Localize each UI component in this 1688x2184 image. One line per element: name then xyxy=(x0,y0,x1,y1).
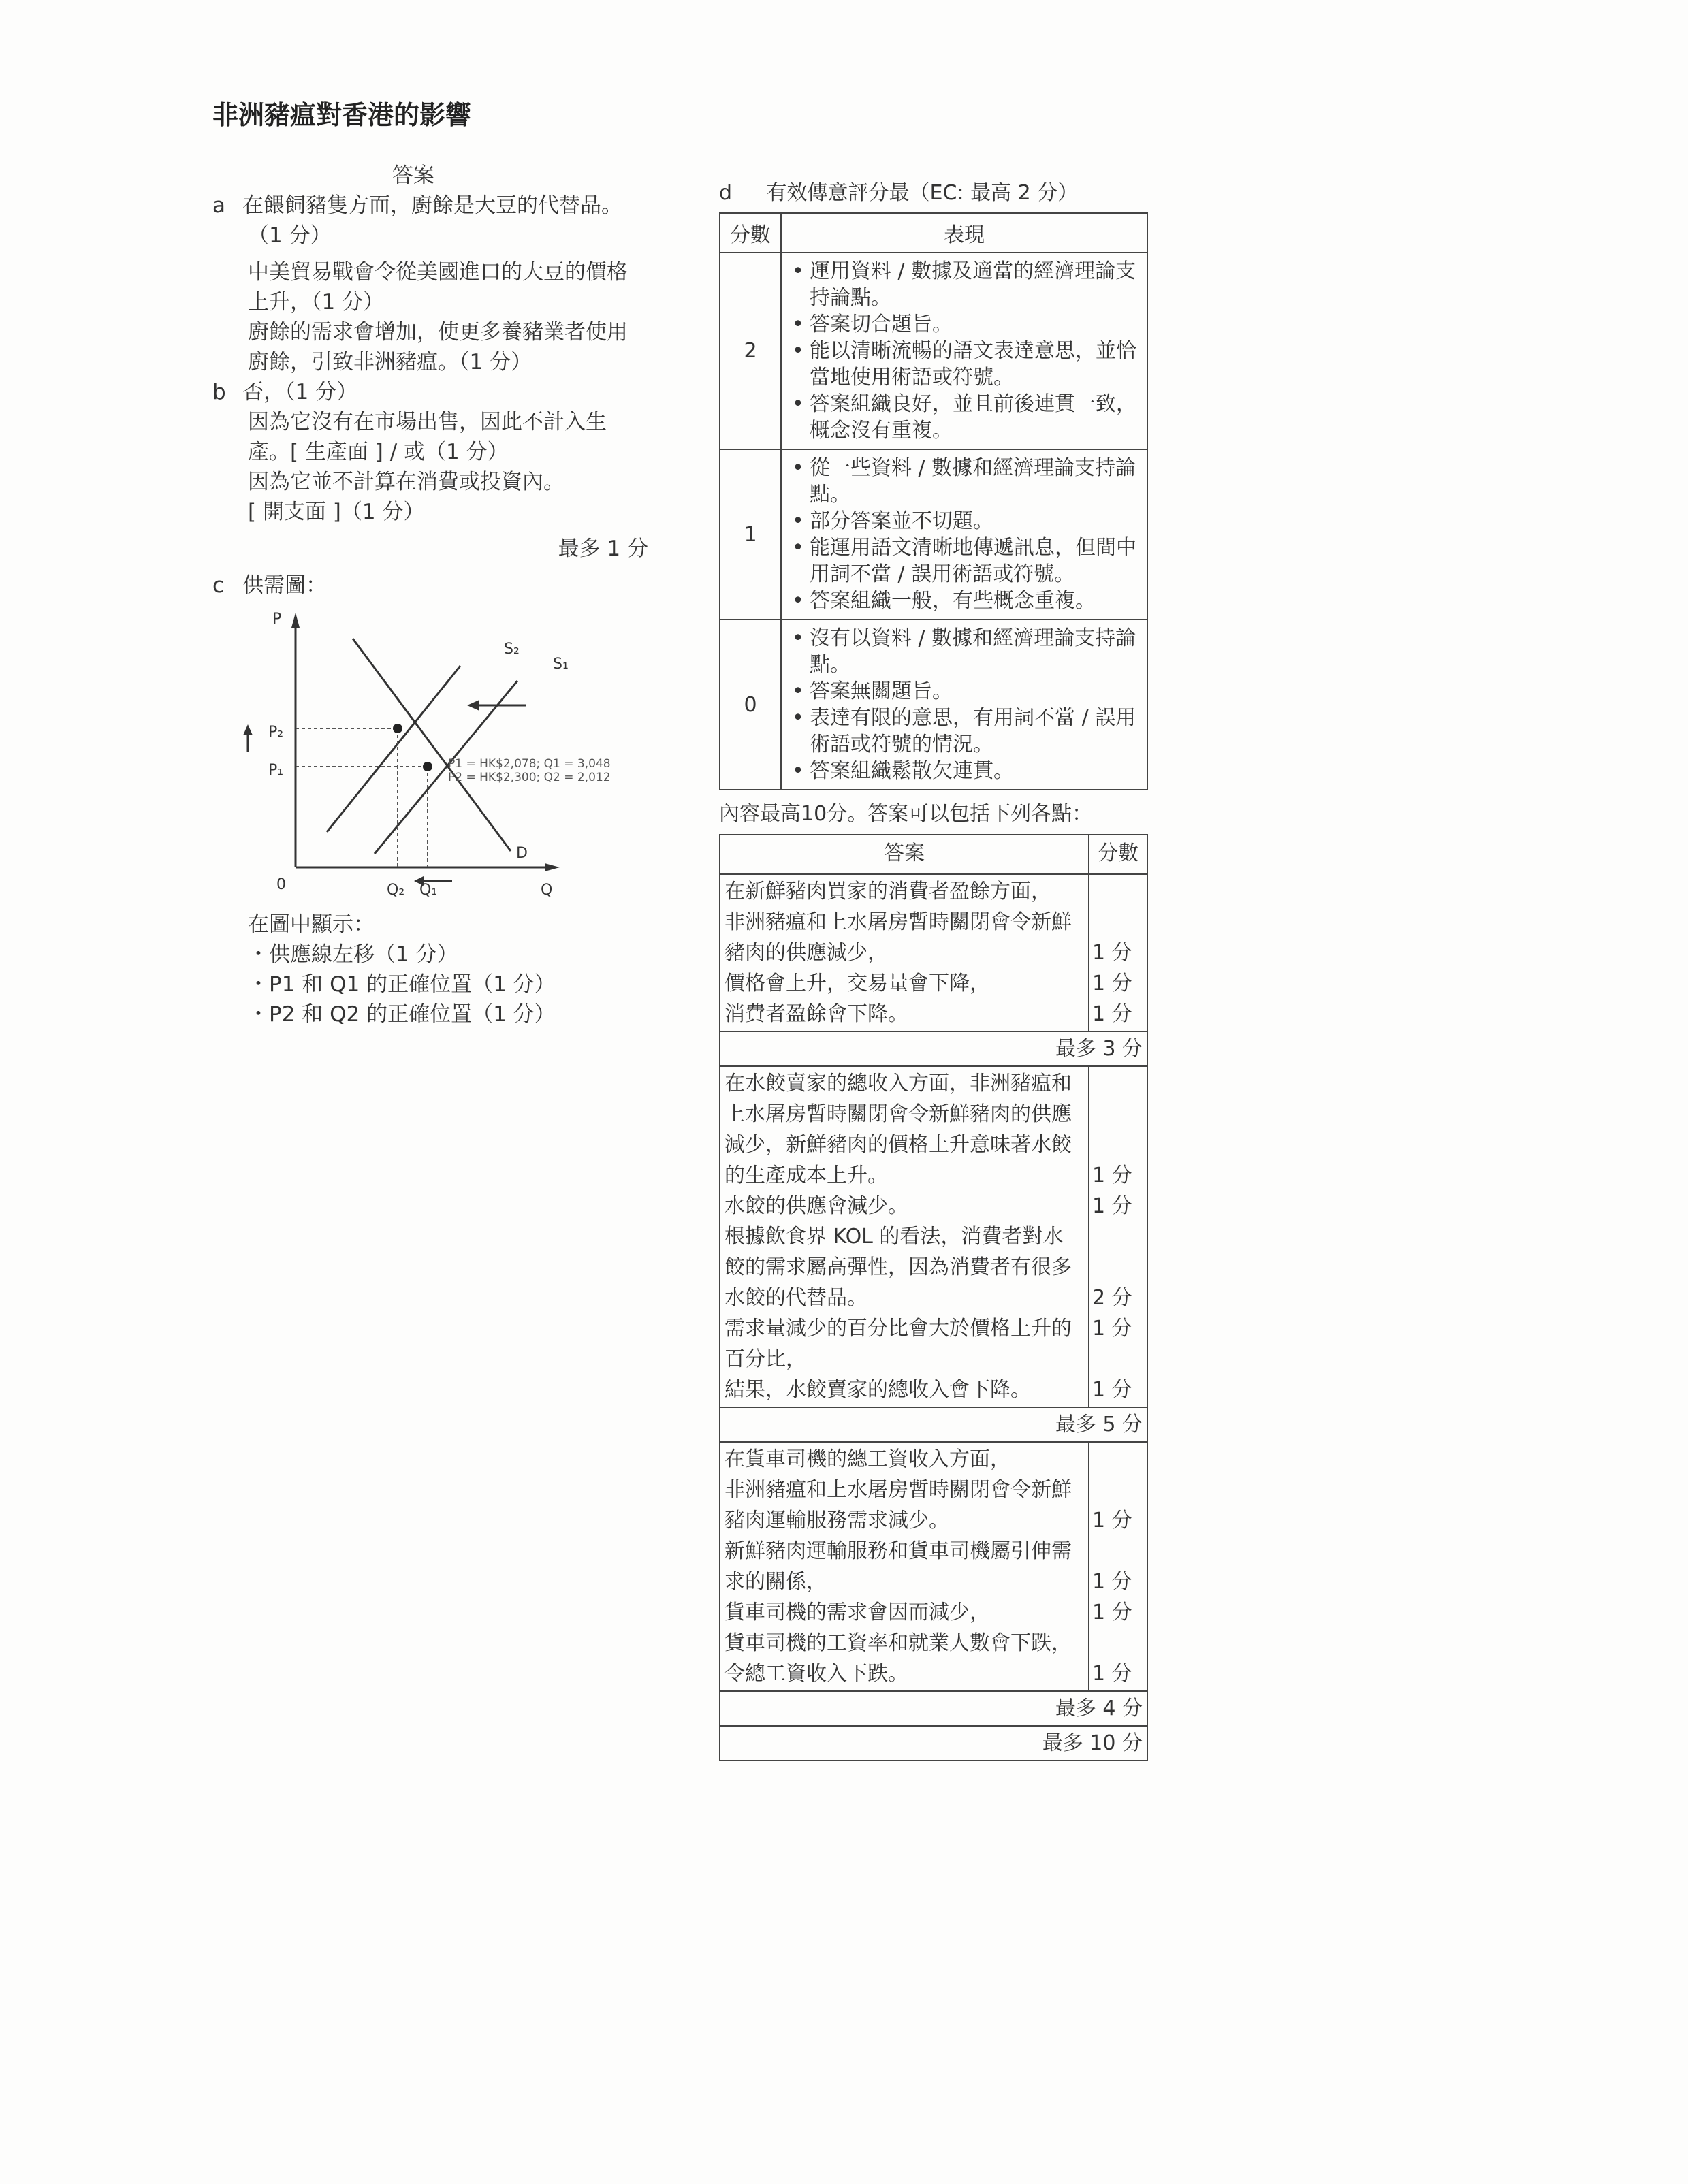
section-marks xyxy=(1089,1066,1147,1407)
answer-line: 求的關係， xyxy=(724,1570,827,1594)
origin-label: 0 xyxy=(276,876,286,893)
graph-note-2: P2 = HK$2,300; Q2 = 2,012 xyxy=(448,771,611,784)
section-marks xyxy=(1089,1442,1147,1691)
mark-value: 1 分 xyxy=(1092,1509,1132,1532)
part-c xyxy=(212,571,648,600)
answer-heading: 答案 xyxy=(392,163,434,188)
part-c-label: c xyxy=(212,573,225,598)
ec-item: • 能以清晰流暢的語文表達意思，並恰當地使用術語或符號。 xyxy=(792,338,1141,391)
page-title: 非洲豬瘟對香港的影響 xyxy=(212,100,472,130)
shown-point: ・P1 和 Q1 的正確位置（1 分） xyxy=(248,972,556,997)
answer-line: 需求量減少的百分比會大於價格上升的 xyxy=(724,1317,1072,1340)
mark-value xyxy=(1092,1221,1144,1252)
answer-line: 非洲豬瘟和上水屠房暫時關閉會令新鮮 xyxy=(724,910,1072,934)
section-max: 最多 5 分 xyxy=(720,1407,1147,1442)
equilibrium-point-2 xyxy=(393,724,402,733)
ec-score: 1 xyxy=(720,449,781,620)
ec-item: • 答案組織一般，有些概念重複。 xyxy=(792,588,1141,614)
section-answer xyxy=(720,1442,1089,1691)
part-d-heading: 有效傳意評分最（EC: 最高 2 分） xyxy=(766,181,1079,205)
answer-line: 上水屠房暫時關閉會令新鮮豬肉的供應 xyxy=(724,1102,1072,1126)
ec-rubric-table xyxy=(719,212,1148,790)
mark-value xyxy=(1092,876,1144,907)
section-answer xyxy=(720,1066,1089,1407)
s1-label: S₁ xyxy=(553,656,569,673)
mark-value xyxy=(1092,1444,1144,1475)
content-section-row xyxy=(720,1066,1147,1407)
part-a-line: 在餵飼豬隻方面，廚餘是大豆的代替品。 xyxy=(242,193,622,218)
section-max: 最多 3 分 xyxy=(720,1031,1147,1066)
content-header-row xyxy=(720,835,1147,874)
mark-value xyxy=(1092,1068,1144,1099)
ec-row xyxy=(720,449,1147,620)
shown-point: ・供應線左移（1 分） xyxy=(248,942,458,967)
content-marking-table xyxy=(719,834,1148,1761)
ec-item: • 部分答案並不切題。 xyxy=(792,508,1141,534)
mark-value xyxy=(1092,1628,1144,1658)
ec-item: • 答案無關題旨。 xyxy=(792,678,1141,705)
part-c-heading: 供需圖： xyxy=(242,573,327,598)
ec-item: • 沒有以資料 / 數據和經濟理論支持論點。 xyxy=(792,625,1141,678)
answer-line: 水餃的代替品。 xyxy=(724,1286,867,1310)
right-column xyxy=(719,178,1148,1761)
part-b-line: 因為它沒有在市場出售，因此不計入生 xyxy=(248,410,607,434)
mark-value xyxy=(1092,1252,1144,1283)
mark-value: 1 分 xyxy=(1092,971,1132,995)
q2-label: Q₂ xyxy=(387,882,405,899)
ec-col-score: 分數 xyxy=(720,213,781,253)
shift-arrowhead xyxy=(467,700,479,711)
answer-line: 豬肉運輸服務需求減少。 xyxy=(724,1509,949,1532)
content-heading: 內容最高10分。答案可以包括下列各點： xyxy=(719,802,1093,826)
section-max-row xyxy=(720,1407,1147,1442)
answer-line: 價格會上升，交易量會下降， xyxy=(724,971,990,995)
graph-note-1: P1 = HK$2,078; Q1 = 3,048 xyxy=(448,757,611,771)
part-a-line: 上升，（1 分） xyxy=(248,290,385,315)
answer-line: 減少，新鮮豬肉的價格上升意味著水餃 xyxy=(724,1133,1072,1157)
answer-line: 百分比， xyxy=(724,1347,806,1371)
part-b-max: 最多 1 分 xyxy=(558,536,648,561)
ec-item: • 從一些資料 / 數據和經濟理論支持論點。 xyxy=(792,455,1141,508)
mark-value xyxy=(1092,1475,1144,1505)
answer-line: 貨車司機的工資率和就業人數會下跌， xyxy=(724,1631,1072,1655)
mark-value xyxy=(1092,1344,1144,1375)
equilibrium-point-1 xyxy=(423,762,432,771)
mark-value xyxy=(1092,1536,1144,1567)
s2-label: S₂ xyxy=(504,641,520,658)
mark-value: 1 分 xyxy=(1092,1163,1132,1187)
mark-value: 1 分 xyxy=(1092,1378,1132,1402)
answer-line: 貨車司機的需求會因而減少， xyxy=(724,1601,990,1624)
part-b-label: b xyxy=(212,380,226,404)
left-column xyxy=(212,161,648,1029)
mark-value: 1 分 xyxy=(1092,941,1132,965)
mark-value xyxy=(1092,907,1144,937)
answer-line: 豬肉的供應減少， xyxy=(724,941,888,965)
d-label: D xyxy=(516,845,528,862)
ec-item: • 答案切合題旨。 xyxy=(792,311,1141,338)
content-col-marks: 分數 xyxy=(1089,835,1147,874)
answer-line: 令總工資收入下跌。 xyxy=(724,1662,908,1686)
section-max-row xyxy=(720,1031,1147,1066)
answer-line: 在新鮮豬肉買家的消費者盈餘方面， xyxy=(724,880,1051,903)
ec-item: • 表達有限的意思，有用詞不當 / 誤用術語或符號的情況。 xyxy=(792,705,1141,758)
ec-item: • 答案組織良好，並且前後連貫一致，概念沒有重複。 xyxy=(792,391,1141,444)
mark-value: 1 分 xyxy=(1092,1317,1132,1340)
mark-value: 1 分 xyxy=(1092,1570,1132,1594)
part-a-line: 廚餘的需求會增加，使更多養豬業者使用 xyxy=(248,320,628,344)
part-b xyxy=(212,377,648,407)
section-max: 最多 4 分 xyxy=(720,1691,1147,1726)
answer-line: 根據飲食界 KOL 的看法，消費者對水 xyxy=(724,1225,1064,1249)
part-a-line: 廚餘，引致非洲豬瘟。（1 分） xyxy=(248,350,532,374)
graph-svg xyxy=(251,600,659,900)
total-max: 最多 10 分 xyxy=(720,1726,1147,1761)
ec-performance xyxy=(781,253,1147,449)
part-a-line: 中美貿易戰會令從美國進口的大豆的價格 xyxy=(248,260,628,285)
p1-label: P₁ xyxy=(268,762,284,779)
part-b-line: 產。[ 生產面 ] / 或（1 分） xyxy=(248,440,509,464)
answer-line: 在貨車司機的總工資收入方面， xyxy=(724,1447,1010,1471)
mark-value: 1 分 xyxy=(1092,1601,1132,1624)
up-arrowhead xyxy=(243,724,253,735)
ec-row xyxy=(720,253,1147,449)
answer-line: 結果，水餃賣家的總收入會下降。 xyxy=(724,1378,1031,1402)
part-a-label: a xyxy=(212,193,225,218)
supply-demand-graph xyxy=(251,600,659,900)
answer-line: 的生產成本上升。 xyxy=(724,1163,888,1187)
ec-performance xyxy=(781,449,1147,620)
mark-value: 1 分 xyxy=(1092,1002,1132,1026)
p-axis-arrowhead xyxy=(291,613,300,628)
answer-line: 新鮮豬肉運輸服務和貨車司機屬引伸需 xyxy=(724,1539,1072,1563)
total-max-row xyxy=(720,1726,1147,1761)
part-b-line: 否，（1 分） xyxy=(242,380,358,404)
section-max-row xyxy=(720,1691,1147,1726)
ec-col-performance: 表現 xyxy=(781,213,1147,253)
shown-point: ・P2 和 Q2 的正確位置（1 分） xyxy=(248,1002,556,1027)
section-marks xyxy=(1089,874,1147,1031)
mark-value: 1 分 xyxy=(1092,1662,1132,1686)
q-axis-label: Q xyxy=(541,882,553,899)
content-col-answer: 答案 xyxy=(720,835,1089,874)
answer-line: 非洲豬瘟和上水屠房暫時關閉會令新鮮 xyxy=(724,1478,1072,1502)
part-a xyxy=(212,191,648,221)
ec-item: • 運用資料 / 數據及適當的經濟理論支持論點。 xyxy=(792,258,1141,311)
answer-line: 在水餃賣家的總收入方面，非洲豬瘟和 xyxy=(724,1072,1072,1095)
mark-value: 2 分 xyxy=(1092,1286,1132,1310)
answer-line: 消費者盈餘會下降。 xyxy=(724,1002,908,1026)
content-section-row xyxy=(720,1442,1147,1691)
content-section-row xyxy=(720,874,1147,1031)
mark-value xyxy=(1092,1099,1144,1129)
shown-heading: 在圖中顯示： xyxy=(248,912,375,937)
p2-label: P₂ xyxy=(268,724,284,741)
ec-score: 0 xyxy=(720,620,781,790)
section-answer xyxy=(720,874,1089,1031)
part-d-heading-row xyxy=(719,178,1148,208)
q-axis-arrowhead xyxy=(545,863,560,871)
ec-row xyxy=(720,620,1147,790)
ec-item: • 答案組織鬆散欠連貫。 xyxy=(792,758,1141,784)
content-sections xyxy=(720,874,1147,1726)
p-axis-label: P xyxy=(272,611,282,628)
answer-line: 水餃的供應會減少。 xyxy=(724,1194,908,1218)
part-a-line: （1 分） xyxy=(248,223,332,248)
answer-line: 餃的需求屬高彈性，因為消費者有很多 xyxy=(724,1255,1072,1279)
demand-curve xyxy=(353,639,511,851)
part-d-label: d xyxy=(719,181,733,205)
mark-value: 1 分 xyxy=(1092,1194,1132,1218)
part-b-line: 因為它並不計算在消費或投資內。 xyxy=(248,470,564,494)
ec-performance xyxy=(781,620,1147,790)
mark-value xyxy=(1092,1129,1144,1160)
supply-curve-s2 xyxy=(327,666,460,832)
ec-item: • 能運用語文清晰地傳遞訊息，但間中用詞不當 / 誤用術語或符號。 xyxy=(792,534,1141,588)
ec-score: 2 xyxy=(720,253,781,449)
q1-label: Q₁ xyxy=(419,882,438,899)
part-b-line: [ 開支面 ]（1 分） xyxy=(248,500,425,524)
ec-header-row xyxy=(720,213,1147,253)
